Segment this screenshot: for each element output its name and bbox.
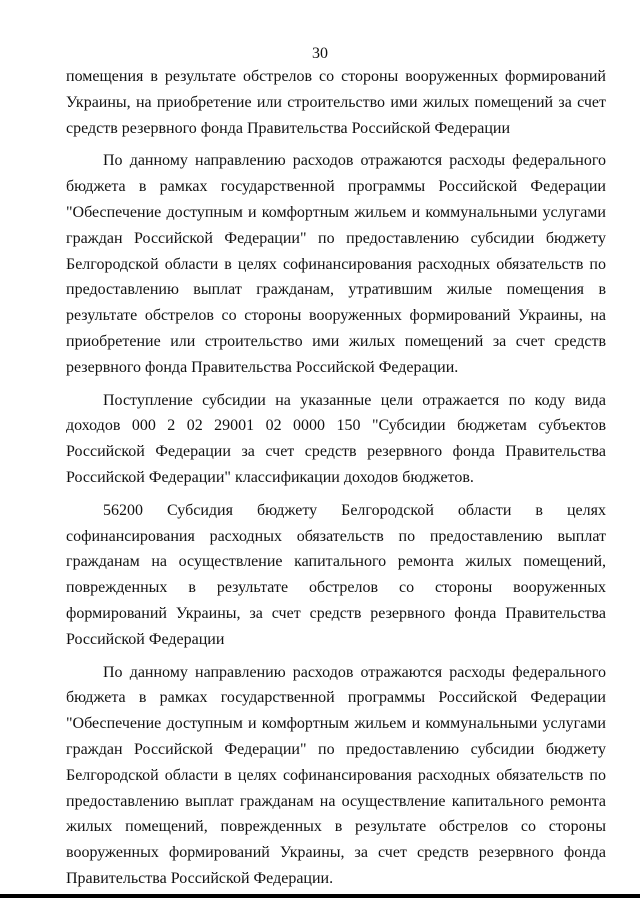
paragraph-text: По данному направлению расходов отражаются расходы федерального бюджета в рамках государственной программы Российской Федерации "Обеспечение доступным и комфортным жильем и коммунальными услугами граждан Российской Федерации" по предоставлению субсидии бюджету Белгородской области в целях софинансирования расходных обязательств по предоставлению выплат гражданам на осуществление капитального ремонта жилых помещений, поврежденных в результате обстрелов со стороны вооруженных формирований Украины, за счет средств резервного фонда Правительства Российской Федерации. — [66, 663, 606, 887]
paragraph-expenditure-description-1 — [66, 148, 606, 380]
paragraph-text: По данному направлению расходов отражаются расходы федерального бюджета в рамках государственной программы Российской Федерации "Обеспечение доступным и комфортным жильем и коммунальными услугами граждан Российской Федерации" по предоставлению субсидии бюджету Белгородской области в целях софинансирования расходных обязательств по предоставлению выплат гражданам, утратившим жилые помещения в результате обстрелов со стороны вооруженных формирований Украины, на приобретение или строительство ими жилых помещений за счет средств резервного фонда Правительства Российской Федерации. — [66, 152, 606, 376]
paragraph-text: Поступление субсидии на указанные цели отражается по коду вида доходов 000 2 02 29001 02 0000 150 "Субсидии бюджетам субъектов Российской Федерации за счет средств резервного фонда Правительства Российской Федерации" классификации доходов бюджетов. — [66, 391, 606, 486]
paragraph-text: 56200 Субсидия бюджету Белгородской области в целях софинансирования расходных обязательств по предоставлению выплат гражданам на осуществление капитального ремонта жилых помещений, поврежденных в результате обстрелов со стороны вооруженных формирований Украины, за счет средств резервного фонда Правительства Российской Федерации — [66, 501, 606, 648]
paragraph-continuation — [66, 64, 606, 141]
paragraph-subsidy-56200 — [66, 498, 606, 653]
page-number: 30 — [312, 45, 328, 62]
document-body — [66, 64, 606, 892]
paragraph-income-code — [66, 388, 606, 491]
paragraph-expenditure-description-2 — [66, 660, 606, 892]
scan-edge-border — [0, 894, 640, 898]
paragraph-text: помещения в результате обстрелов со стороны вооруженных формирований Украины, на приобретение или строительство ими жилых помещений за счет средств резервного фонда Правительства Российской Федерации — [66, 68, 606, 137]
